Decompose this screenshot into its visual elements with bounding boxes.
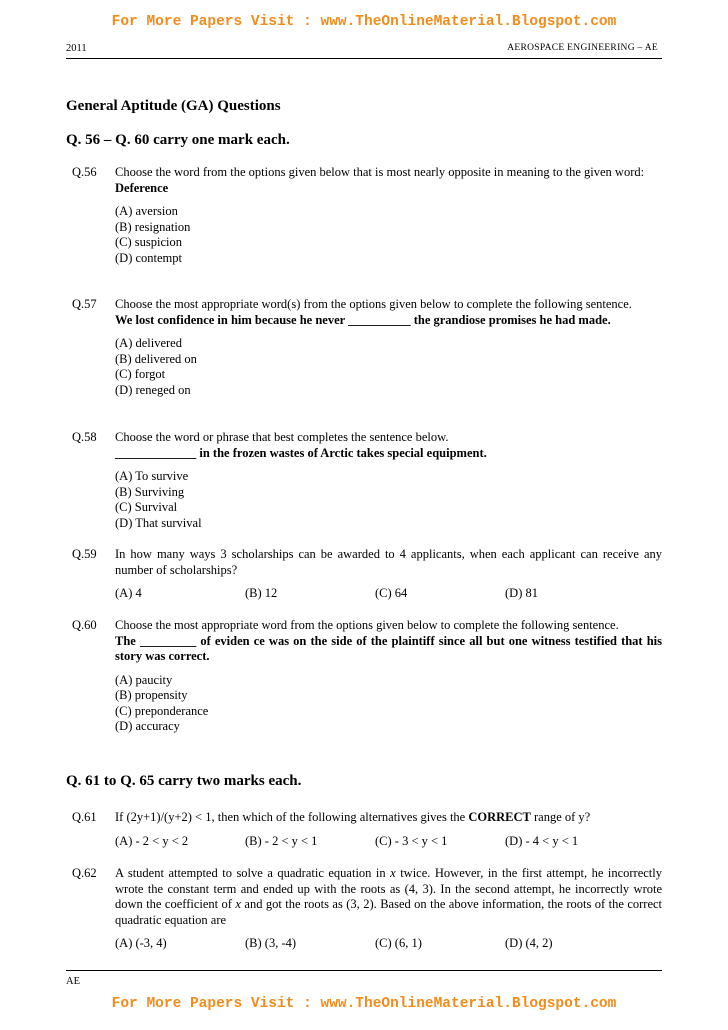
question-text: A student attempted to solve a quadratic equation in x twice. However, in the first attempt, he incorrectly wrote the constant term and ended up with the roots as (4, 3). In the second attempt, he incorrectly wrote down the coefficient of x and got the roots as (3, 2). Based on the above information, the roots of the correct quadratic equation are	[115, 866, 663, 927]
question-number: Q.58	[72, 430, 97, 444]
option-b: (B) 12	[245, 586, 278, 600]
option-c: (C) 64	[375, 586, 408, 600]
option-a: (A) delivered	[115, 336, 182, 350]
footer-rule	[66, 970, 662, 971]
option-b: (B) propensity	[115, 688, 188, 702]
blank: __________	[348, 312, 411, 327]
bottom-banner: For More Papers Visit : www.TheOnlineMaterial.Blogspot.com	[111, 996, 617, 1012]
options-row	[115, 834, 662, 850]
question-text: Choose the most appropriate word from the options given below to complete the following sentence.	[115, 618, 619, 632]
section-title-two-mark: Q. 61 to Q. 65 carry two marks each.	[66, 773, 302, 789]
question-text: In how many ways 3 scholarships can be awarded to 4 applicants, when each applicant can receive any number of scholarships?	[115, 547, 662, 577]
option-d: (D) - 4 < y < 1	[505, 833, 579, 848]
option-b: (B) (3, -4)	[245, 936, 297, 950]
question-number: Q.59	[72, 547, 97, 561]
option-d: (D) 81	[505, 586, 538, 600]
option-d: (D) accuracy	[115, 719, 180, 733]
question-text: Choose the word or phrase that best completes the sentence below.	[115, 430, 449, 444]
section-title-ga: General Aptitude (GA) Questions	[66, 98, 281, 114]
question-58	[66, 430, 662, 531]
option-a: (A) (-3, 4)	[115, 936, 167, 950]
option-b: (B) resignation	[115, 219, 191, 234]
question-number: Q.61	[72, 810, 97, 824]
blank: _________	[139, 633, 197, 648]
option-a: (A) paucity	[115, 672, 173, 687]
question-number: Q.62	[72, 866, 97, 880]
option-c: (C) forgot	[115, 367, 166, 381]
option-a: (A) - 2 < y < 2	[115, 833, 189, 848]
variable-x: x	[235, 897, 241, 911]
options-list	[115, 673, 662, 735]
option-c: (C) (6, 1)	[375, 936, 422, 950]
options-row	[115, 586, 662, 602]
question-text: Choose the word from the options given below that is most nearly opposite in meaning to the given word:	[115, 165, 645, 179]
question-number: Q.56	[72, 165, 97, 179]
question-text: Choose the most appropriate word(s) from the options given below to complete the following sentence.	[115, 297, 632, 311]
option-c: (C) preponderance	[115, 703, 209, 718]
option-b: (B) delivered on	[115, 351, 197, 366]
option-a: (A) 4	[115, 586, 142, 600]
option-c: (C) - 3 < y < 1	[375, 833, 448, 848]
header-rule	[66, 58, 662, 59]
option-d: (D) (4, 2)	[505, 936, 553, 950]
options-list	[115, 469, 662, 531]
footer-code: AE	[66, 976, 80, 987]
variable-x: x	[390, 866, 396, 880]
option-c: (C) Survival	[115, 500, 178, 514]
options-list	[115, 204, 662, 266]
top-banner: For More Papers Visit : www.TheOnlineMaterial.Blogspot.com	[111, 14, 617, 30]
option-c: (C) suspicion	[115, 235, 183, 249]
question-61	[66, 810, 662, 849]
options-row	[115, 936, 662, 952]
option-d: (D) That survival	[115, 515, 202, 530]
question-word: Deference	[115, 180, 169, 195]
header-subject: AEROSPACE ENGINEERING – AE	[507, 43, 658, 53]
question-number: Q.57	[72, 297, 97, 311]
options-list	[115, 336, 662, 398]
option-b: (B) - 2 < y < 1	[245, 833, 318, 848]
option-a: (A) To survive	[115, 469, 189, 483]
emphasis: CORRECT	[468, 810, 531, 824]
question-62	[66, 866, 662, 952]
header-year: 2011	[66, 43, 87, 54]
question-sentence: The _________ of eviden ce was on the side of the plaintiff since all but one witness testified that his story was correct.	[115, 633, 662, 663]
question-sentence: _____________ in the frozen wastes of Arctic takes special equipment.	[115, 445, 487, 460]
question-sentence: We lost confidence in him because he never __________ the grandiose promises he had made.	[115, 312, 611, 327]
option-b: (B) Surviving	[115, 484, 185, 499]
question-60	[66, 618, 662, 735]
option-d: (D) contempt	[115, 250, 182, 265]
option-d: (D) reneged on	[115, 382, 191, 397]
section-title-one-mark: Q. 56 – Q. 60 carry one mark each.	[66, 132, 290, 148]
question-number: Q.60	[72, 618, 97, 632]
blank: _____________	[115, 445, 197, 460]
option-a: (A) aversion	[115, 204, 178, 218]
question-57	[66, 297, 662, 398]
question-56	[66, 165, 662, 266]
question-59	[66, 547, 662, 602]
question-text: If (2y+1)/(y+2) < 1, then which of the following alternatives gives the CORRECT range of y?	[115, 810, 591, 824]
